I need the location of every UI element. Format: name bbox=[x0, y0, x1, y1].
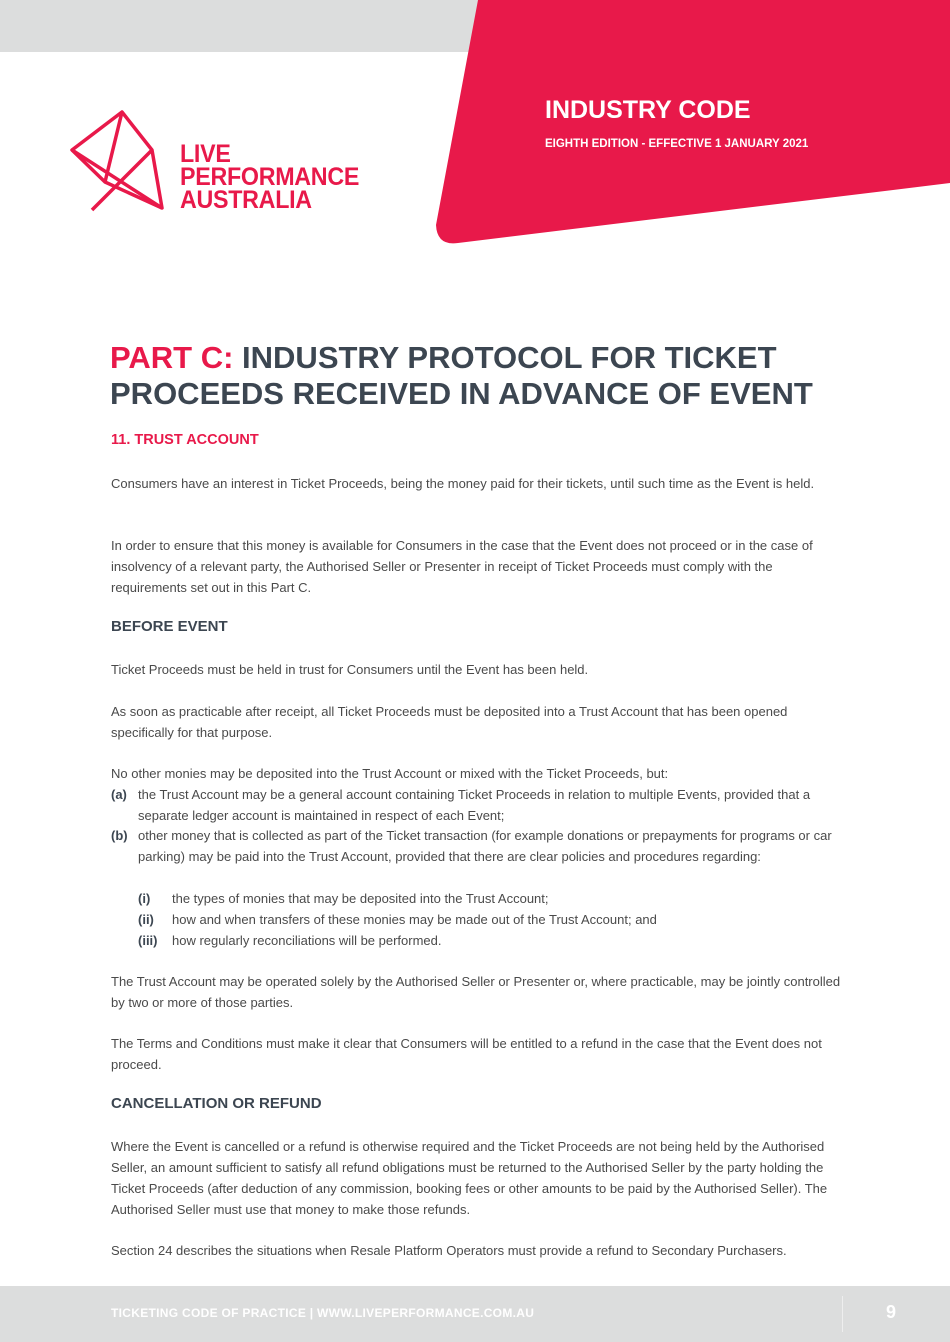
list-item-i bbox=[138, 888, 851, 909]
footer-text: TICKETING CODE OF PRACTICE | WWW.LIVEPERFORMANCE.COM.AU bbox=[111, 1306, 535, 1320]
list-item-iii bbox=[138, 930, 851, 951]
paragraph-7: The Terms and Conditions must make it clear that Consumers will be entitled to a refund in the case that the Event does not proceed. bbox=[111, 1036, 822, 1072]
list-text-iii: how regularly reconciliations will be performed. bbox=[172, 933, 442, 948]
page-number: 9 bbox=[886, 1302, 897, 1322]
heading-cancellation: CANCELLATION OR REFUND bbox=[111, 1095, 322, 1112]
list-text-b: other money that is collected as part of the Ticket transaction (for example donations or prepayments for programs or car parking) may be paid into the Trust Account, provided that there are clear policies and procedures regarding: bbox=[138, 828, 832, 864]
list-label-ii: (ii) bbox=[138, 912, 154, 927]
list-item-a bbox=[111, 784, 851, 826]
list-text-a: the Trust Account may be a general account containing Ticket Proceeds in relation to multiple Events, provided that a separate ledger account is maintained in respect of each Event; bbox=[138, 787, 811, 823]
heading-before-event: BEFORE EVENT bbox=[111, 618, 228, 635]
paragraph-5: No other monies may be deposited into the Trust Account or mixed with the Ticket Proceeds, but: bbox=[111, 766, 669, 781]
logo-line-2: PERFORMANCE bbox=[180, 163, 360, 191]
list-label-a: (a) bbox=[111, 787, 127, 802]
paragraph-2: In order to ensure that this money is available for Consumers in the case that the Event does not proceed or in the case of insolvency of a relevant party, the Authorised Seller or Presenter in receipt of Ticket Proceeds must comply with the requirements set out in this Part C. bbox=[111, 538, 813, 595]
list-label-b: (b) bbox=[111, 828, 128, 843]
paragraph-4: As soon as practicable after receipt, all Ticket Proceeds must be deposited into a Trust Account that has been opened specifically for that purpose. bbox=[111, 704, 788, 740]
logo-wordmark bbox=[180, 140, 360, 214]
footer-band bbox=[0, 1286, 950, 1342]
footer-divider bbox=[842, 1296, 843, 1332]
logo-line-3: AUSTRALIA bbox=[180, 186, 312, 214]
paragraph-1: Consumers have an interest in Ticket Proceeds, being the money paid for their tickets, until such time as the Event is held. bbox=[111, 476, 815, 491]
list-label-iii: (iii) bbox=[138, 933, 158, 948]
paragraph-6: The Trust Account may be operated solely by the Authorised Seller or Presenter or, where practicable, may be jointly controlled by two or more of those parties. bbox=[111, 974, 841, 1010]
section-title: 11. TRUST ACCOUNT bbox=[111, 432, 259, 448]
part-title-line-1: INDUSTRY PROTOCOL FOR TICKET bbox=[242, 340, 777, 375]
list-label-i: (i) bbox=[138, 891, 151, 906]
part-title bbox=[110, 340, 910, 412]
banner-subtitle: EIGHTH EDITION - EFFECTIVE 1 JANUARY 2021 bbox=[545, 138, 809, 150]
list-text-i: the types of monies that may be deposited into the Trust Account; bbox=[172, 891, 549, 906]
part-title-line-2: PROCEEDS RECEIVED IN ADVANCE OF EVENT bbox=[110, 376, 813, 411]
paragraph-8: Where the Event is cancelled or a refund is otherwise required and the Ticket Proceeds are not being held by the Authorised Seller, an amount sufficient to satisfy all refund obligations must be returned to the Authorised Seller by the party holding the Ticket Proceeds (after deduction of any commission, booking fees or other amounts to be paid by the Authorised Seller). The Authorised Seller must use that money to make those refunds. bbox=[111, 1139, 828, 1217]
list-item-b bbox=[111, 825, 851, 867]
part-prefix: PART C: bbox=[110, 340, 234, 375]
list-item-ii bbox=[138, 909, 851, 930]
banner-title: INDUSTRY CODE bbox=[545, 96, 751, 124]
list-text-ii: how and when transfers of these monies may be made out of the Trust Account; and bbox=[172, 912, 657, 927]
paragraph-3: Ticket Proceeds must be held in trust for Consumers until the Event has been held. bbox=[111, 662, 589, 677]
paragraph-9: Section 24 describes the situations when Resale Platform Operators must provide a refund to Secondary Purchasers. bbox=[111, 1243, 787, 1258]
logo-line-1: LIVE bbox=[180, 140, 231, 168]
